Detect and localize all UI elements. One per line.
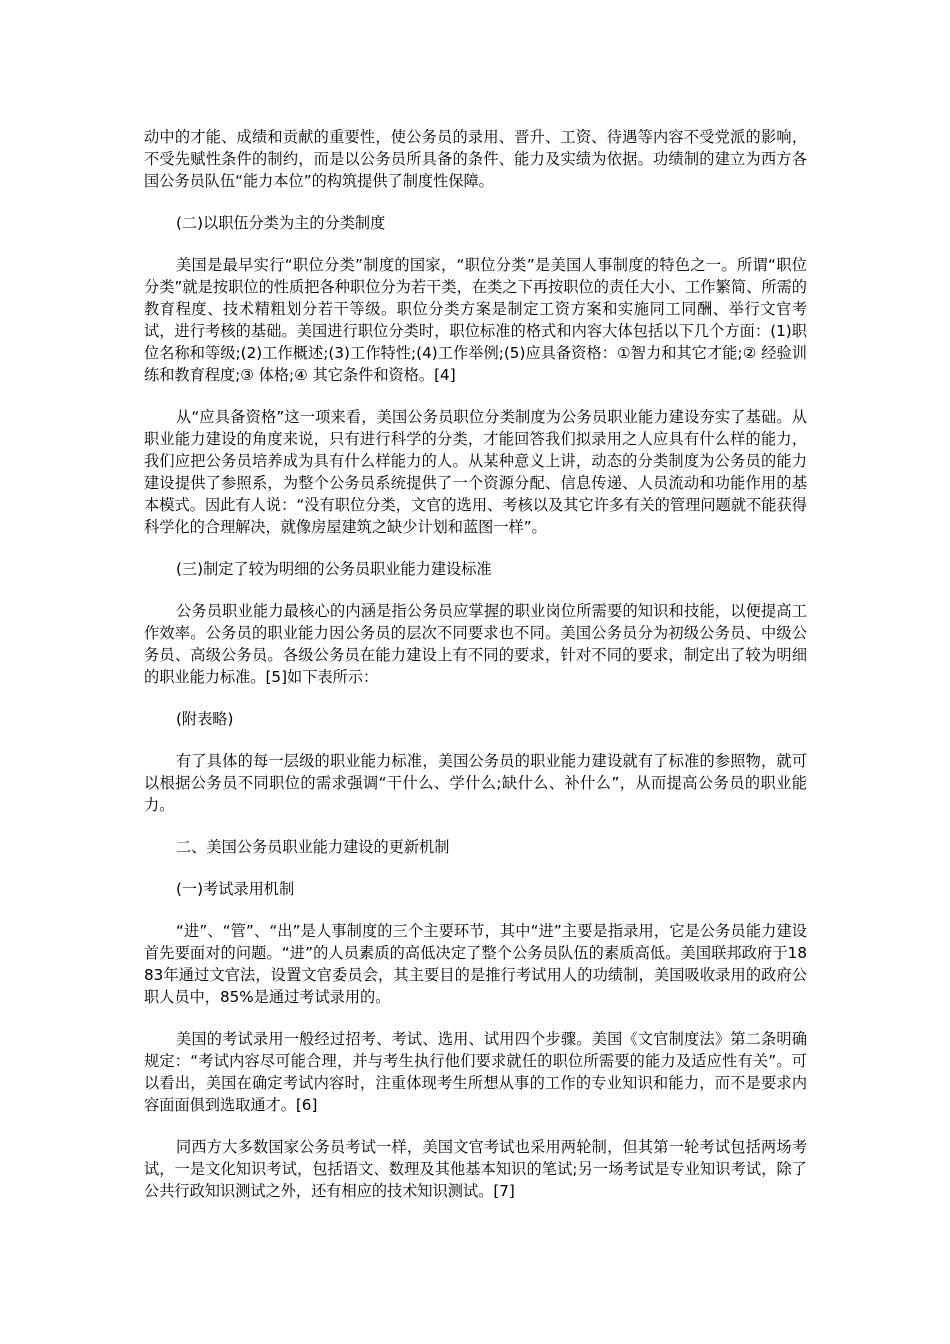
- body-paragraph: 美国的考试录用一般经过招考、考试、选用、试用四个步骤。美国《文官制度法》第二条明确规定：“考试内容尽可能合理，并与考生执行他们要求就任的职位所需要的能力及适应性有关”。可以看出，美国在确定考试内容时，注重体现考生所想从事的工作的专业知识和能力，而不是要求内容面面俱到选取通才。[6]: [144, 1030, 807, 1114]
- body-paragraph: 美国是最早实行“职位分类”制度的国家，“职位分类”是美国人事制度的特色之一。所谓“职位分类”就是按职位的性质把各种职位分为若干类，在类之下再按职位的责任大小、工作繁简、所需的教育程度、技术精粗划分若干等级。职位分类方案是制定工资方案和实施同工同酬、举行文官考试，进行考核的基础。美国进行职位分类时，职位标准的格式和内容大体包括以下几个方面：(1)职位名称和等级;(2)工作概述;(3)工作特性;(4)工作举例;(5)应具备资格：①智力和其它才能;② 经验训练和教育程度;③ 体格;④ 其它条件和资格。[4]: [144, 256, 807, 384]
- chapter-heading: 二、美国公务员职业能力建设的更新机制: [176, 838, 450, 856]
- table-omitted-note: (附表略): [176, 710, 234, 728]
- body-paragraph: 同西方大多数国家公务员考试一样，美国文官考试也采用两轮制，但其第一轮考试包括两场考试，一是文化知识考试，包括语文、数理及其他基本知识的笔试;另一场考试是专业知识考试，除了公共行政知识测试之外，还有相应的技术知识测试。[7]: [144, 1138, 807, 1200]
- section-heading: (三)制定了较为明细的公务员职业能力建设标准: [176, 560, 492, 578]
- body-paragraph: 有了具体的每一层级的职业能力标准，美国公务员的职业能力建设就有了标准的参照物，就可以根据公务员不同职位的需求强调“干什么、学什么;缺什么、补什么”，从而提高公务员的职业能力。: [144, 752, 807, 814]
- body-paragraph: 从“应具备资格”这一项来看，美国公务员职位分类制度为公务员职业能力建设夯实了基础。从职业能力建设的角度来说，只有进行科学的分类，才能回答我们拟录用之人应具有什么样的能力，我们应把公务员培养成为具有什么样能力的人。从某种意义上讲，动态的分类制度为公务员的能力建设提供了参照系，为整个公务员系统提供了一个资源分配、信息传递、人员流动和功能作用的基本模式。因此有人说：“没有职位分类，文官的选用、考核以及其它许多有关的管理问题就不能获得科学化的合理解决，就像房屋建筑之缺少计划和蓝图一样”。: [144, 408, 807, 536]
- body-paragraph: 公务员职业能力最核心的内涵是指公务员应掌握的职业岗位所需要的知识和技能，以便提高工作效率。公务员的职业能力因公务员的层次不同要求也不同。美国公务员分为初级公务员、中级公务员、高级公务员。各级公务员在能力建设上有不同的要求，针对不同的要求，制定出了较为明细的职业能力标准。[5]如下表所示：: [144, 602, 807, 686]
- section-heading: (二)以职伍分类为主的分类制度: [176, 214, 386, 232]
- document-page: [144, 126, 807, 1222]
- body-paragraph: “进”、“管”、“出”是人事制度的三个主要环节，其中“进”主要是指录用，它是公务员能力建设首先要面对的问题。“进”的人员素质的高低决定了整个公务员队伍的素质高低。美国联邦政府于1883年通过文官法，设置文官委员会，其主要目的是推行考试用人的功绩制，美国吸收录用的政府公职人员中，85%是通过考试录用的。: [144, 922, 807, 1006]
- body-paragraph: 动中的才能、成绩和贡献的重要性，使公务员的录用、晋升、工资、待遇等内容不受党派的影响，不受先赋性条件的制约，而是以公务员所具备的条件、能力及实绩为依据。功绩制的建立为西方各国公务员队伍“能力本位”的构筑提供了制度性保障。: [144, 128, 807, 190]
- section-heading: (一)考试录用机制: [176, 880, 295, 898]
